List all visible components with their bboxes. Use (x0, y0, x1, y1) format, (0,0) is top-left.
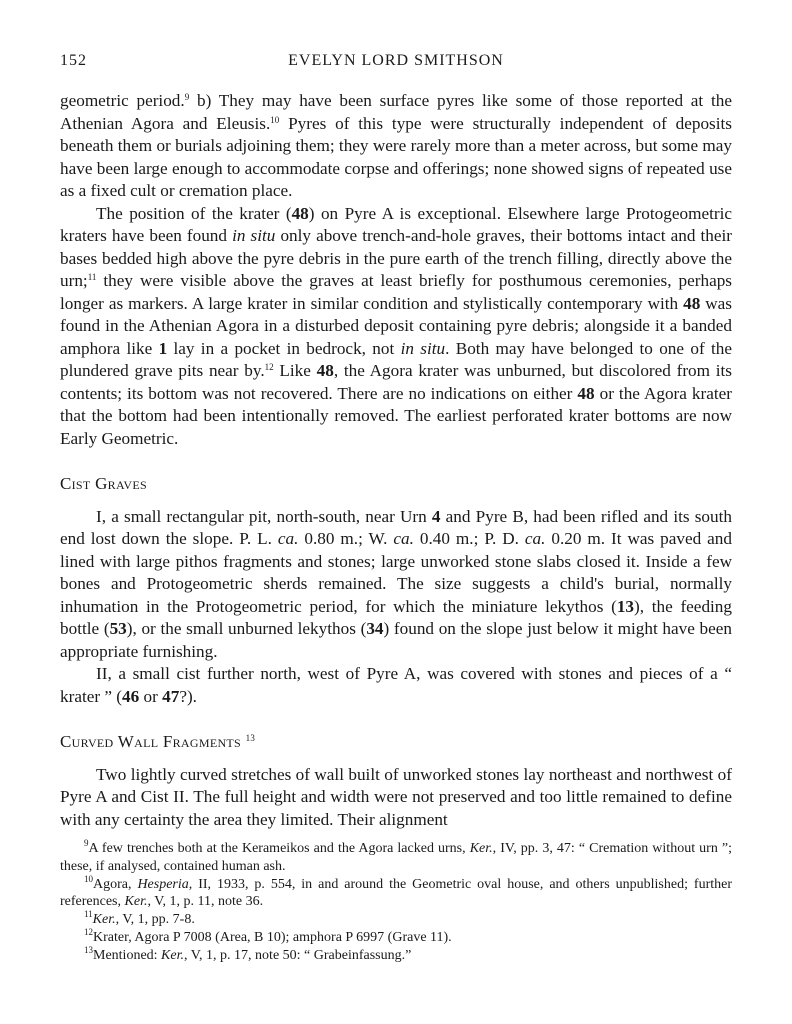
footnote-12: $^{12}$Krater, Agora P 7008 (Area, B 10); amphora P 6997 (Grave 11). (84, 926, 452, 945)
footnote-ref-9[interactable]: 9 (184, 92, 190, 102)
footnote-13: $^{13}$Mentioned: Ker., V, 1, p. 17, note 50: “ Grabeinfassung.” (84, 944, 412, 963)
footnote-ref-13[interactable]: 13 (245, 733, 256, 743)
section-heading-curved-wall: Curved Wall Fragments $^{13}$ (60, 732, 256, 751)
section-heading-cist-graves: Cist Graves (60, 474, 147, 493)
paragraph-krater: The position of the krater (48) on Pyre A is exceptional. Elsewhere large Protogeometric kraters have been found in situ only above trench-and-hole graves, their bottoms intact and their bases bedded high above the pyre debris in the pure earth of the trench filling, directly above the urn;$^{11}$ they were visible above the graves at least briefly for posthumous ceremonies, perhaps longer as markers. A large krater in similar condition and stylistically contemporary with 48 was found in the Athenian Agora in a disturbed deposit containing pyre debris; alongside it a banded amphora like 1 lay in a pocket in bedrock, not in situ. Both may have belonged to one of the plundered grave pits near by.$^{12}$ Like 48, the Agora krater was unburned, but discolored from its contents; its bottom was not recovered. There are no indications on either 48 or the Agora krater that the bottom had been intentionally removed. The earliest perforated krater bottoms are now Early Geometric. (60, 203, 732, 448)
body-text (60, 90, 732, 831)
page-header (60, 52, 732, 78)
footnote-11: $^{11}$Ker., V, 1, pp. 7-8. (84, 909, 195, 928)
paragraph-cist-one: I, a small rectangular pit, north-south, near Urn 4 and Pyre B, had been rifled and its south end lost down the slope. P. L. ca. 0.80 m.; W. ca. 0.40 m.; P. D. ca. 0.20 m. It was paved and lined with large pithos fragments and stones; large unworked stone slabs closed it. Inside a few bones and Protogeometric sherds remained. The size suggests a child's burial, normally inhumation in the Protogeometric period, for which the miniature lekythos (13), the feeding bottle (53), or the small unburned lekythos (34) found on the slope just below it might have been appropriate furnishing. (60, 506, 732, 661)
footnote-10: $^{10}$Agora, Hesperia, II, 1933, p. 554, in and around the Geometric oval house, and others unpublished; further references, Ker., V, 1, p. 11, note 36. (60, 873, 732, 910)
page (60, 52, 732, 831)
footnote-ref-12[interactable]: 12 (264, 362, 274, 372)
footnote-ref-10[interactable]: 10 (270, 114, 280, 125)
footnote-ref-11[interactable]: 11 (87, 272, 97, 282)
paragraph-curved-wall: Two lightly curved stretches of wall built of unworked stones lay northeast and northwest of Pyre A and Cist II. The full height and width were not preserved and too little remained to define with any certainty the area they limited. Their alignment (60, 764, 732, 829)
page-number: 152 (60, 52, 87, 69)
running-head: EVELYN LORD SMITHSON (288, 52, 504, 69)
paragraph-pyres: geometric period.$^9$ b) They may have been surface pyres like some of those reported at the Athenian Agora and Eleusis.$^{10}$ Pyres of this type were structurally independent of deposits beneath them or burials adjoining them; they were rarely more than a meter across, but some may have been large enough to accommodate corpse and offerings; none showed signs of repeated use as a fixed cult or cremation place. (60, 91, 732, 200)
footnote-9: $^9$A few trenches both at the Kerameikos and the Agora lacked urns, Ker., IV, pp. 3, 47: “ Cremation without urn ”; these, if analysed, contained human ash. (60, 838, 732, 874)
footnotes (60, 840, 732, 965)
paragraph-cist-two: II, a small cist further north, west of Pyre A, was covered with stones and pieces of a “ krater ” (46 or 47?). (60, 664, 732, 706)
